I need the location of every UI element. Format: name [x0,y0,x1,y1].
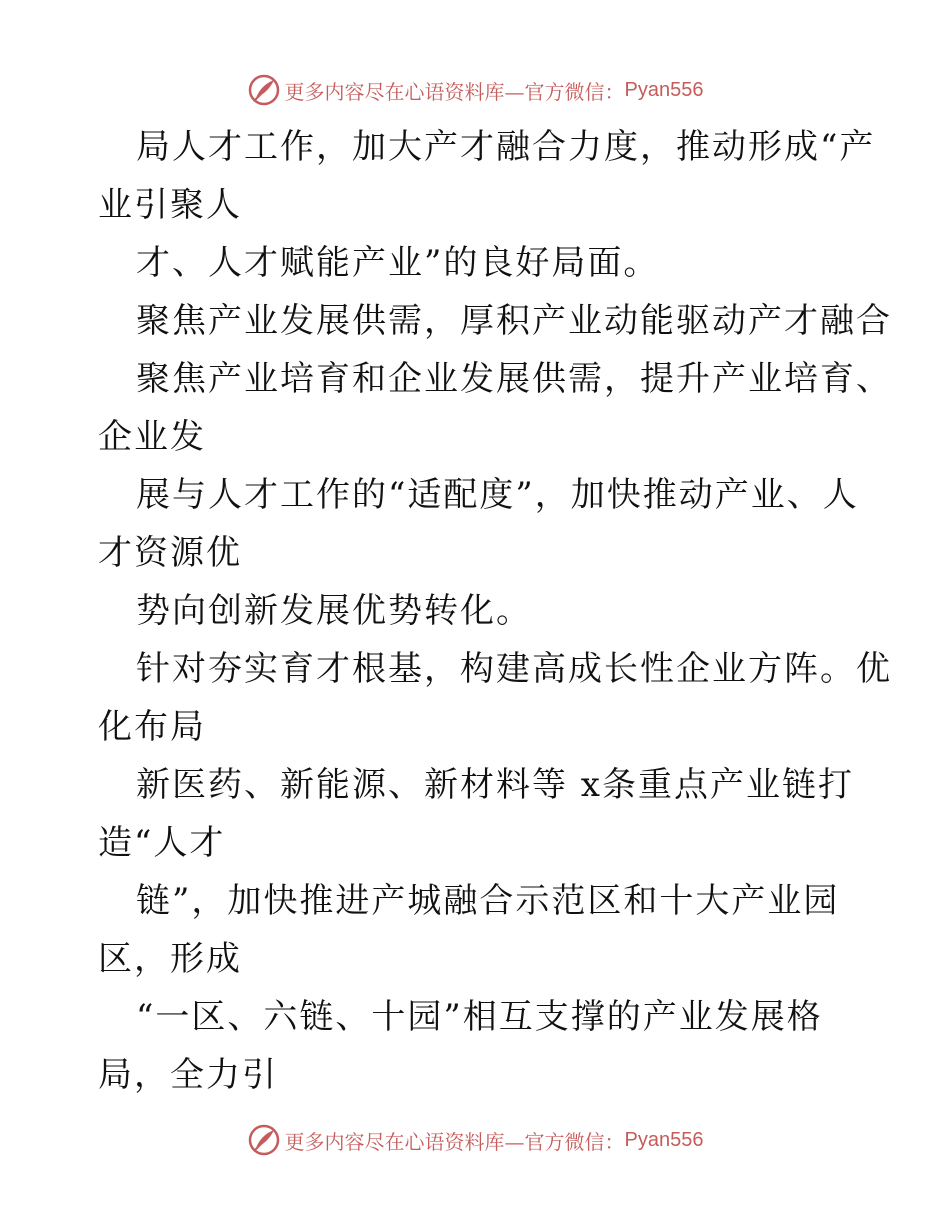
document-body [98,118,892,1104]
watermark-wechat-id: Pyan556 [624,78,704,101]
text-line: 局，全力引 [98,1055,278,1095]
text-line: 势向创新发展优势转化。 [136,591,532,631]
text-line: 企业发 [98,417,206,457]
text-line: 局人才工作，加大产才融合力度，推动形成“产 [136,127,876,167]
text-line: “一区、六链、十园”相互支撑的产业发展格 [136,997,823,1037]
text-line: 业引聚人 [98,185,242,225]
text-line: 才、人才赋能产业”的良好局面。 [136,243,660,283]
feather-pen-logo-icon [247,1123,281,1157]
text-line: 造“人才 [98,823,226,863]
watermark-label: 更多内容尽在心语资料库—官方微信： [284,1129,625,1154]
text-line: 链”，加快推进产城融合示范区和十大产业园 [136,881,840,921]
watermark-wechat-id: Pyan556 [624,1128,704,1151]
text-line: 才资源优 [98,533,242,573]
text-line: 展与人才工作的“适配度”，加快推动产业、人 [136,475,859,515]
text-line: 聚焦产业发展供需，厚积产业动能驱动产才融合 [136,301,892,341]
feather-pen-logo-icon [247,73,281,107]
footer-watermark [0,1118,950,1162]
text-line: 聚焦产业培育和企业发展供需，提升产业培育、 [136,359,892,399]
text-line: 化布局 [98,707,206,747]
header-watermark [0,68,950,112]
text-line: 针对夯实育才根基，构建高成长性企业方阵。优 [136,649,892,689]
text-line: 新医药、新能源、新材料等 x条重点产业链打 [136,765,854,805]
watermark-label: 更多内容尽在心语资料库—官方微信： [284,79,625,104]
text-line: 区，形成 [98,939,242,979]
